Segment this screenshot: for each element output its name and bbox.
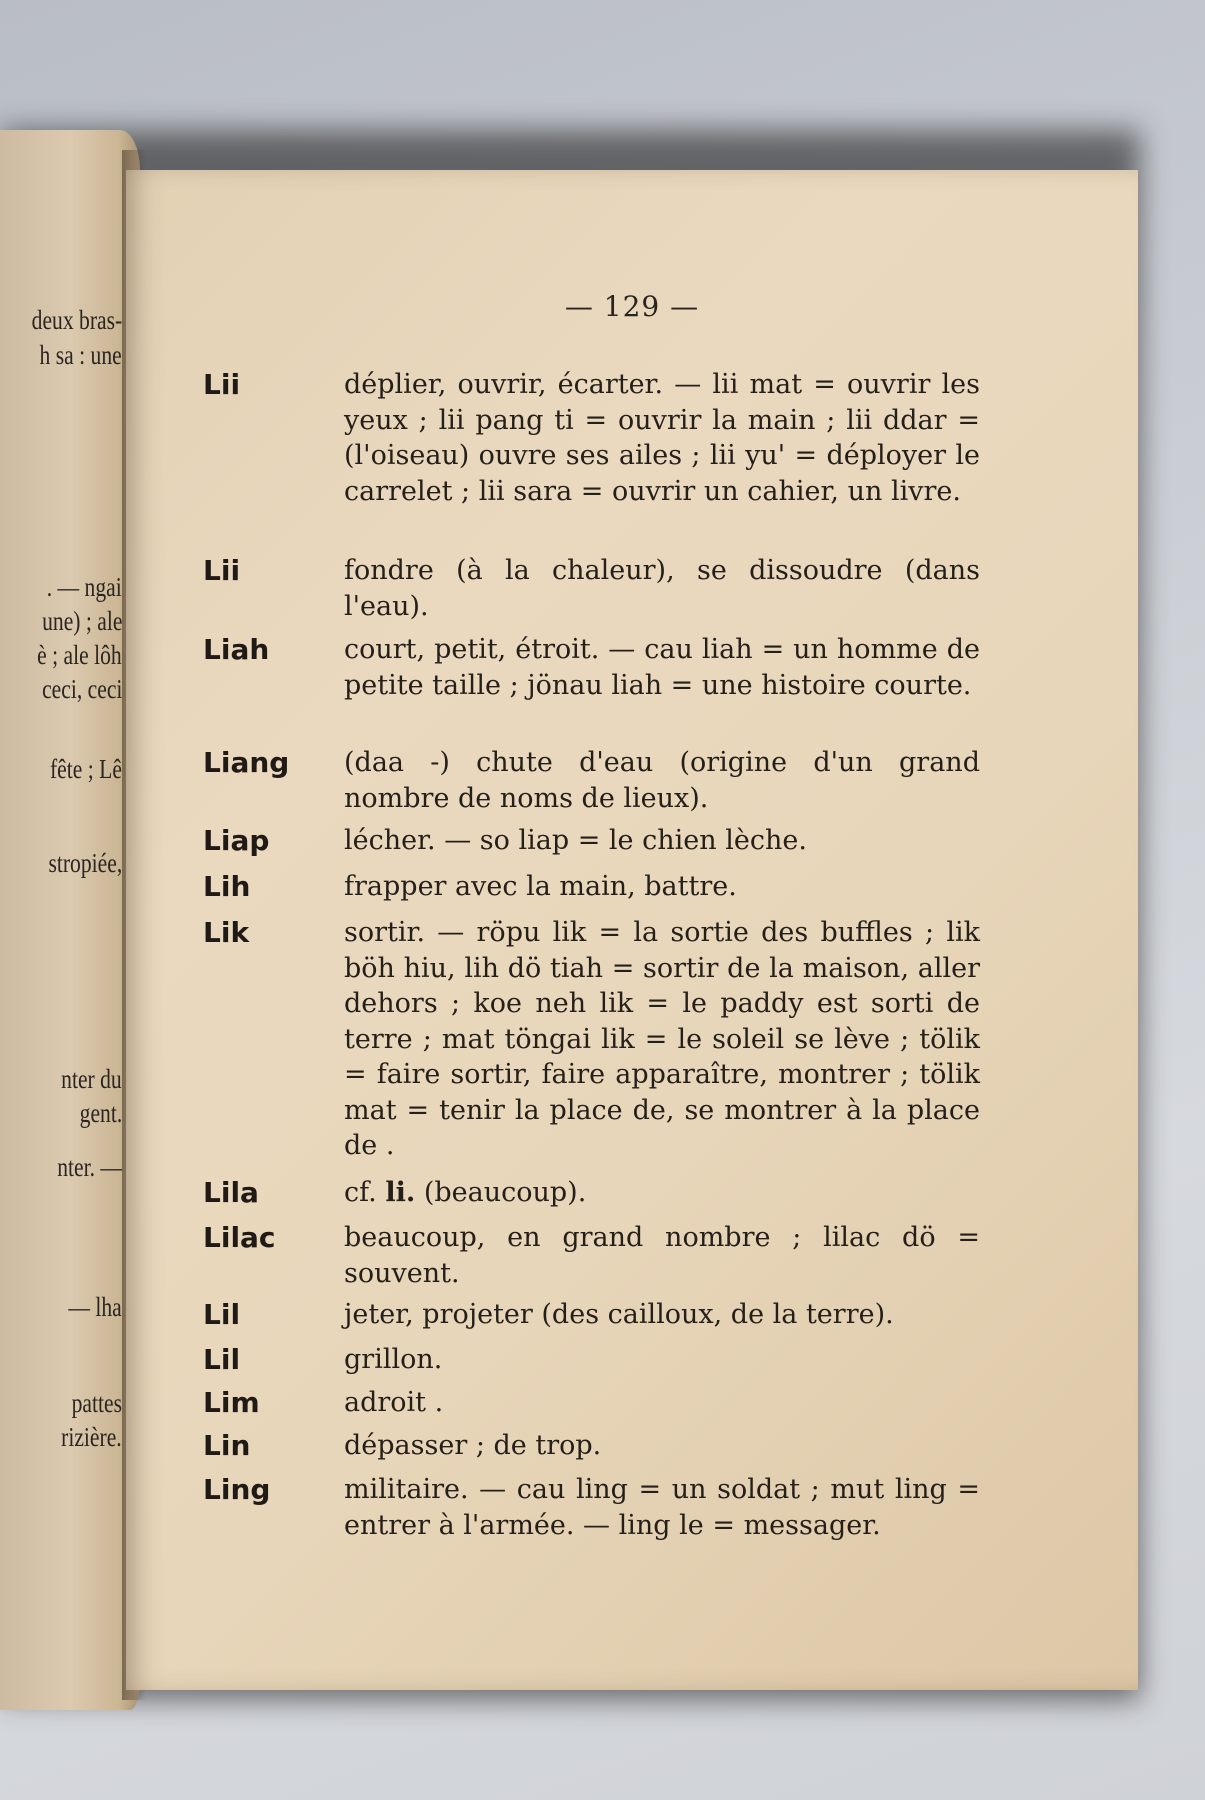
left-page-fragment: nter. — bbox=[57, 1152, 122, 1182]
cross-reference: li. bbox=[385, 1177, 416, 1208]
left-page-fragment: deux bras- bbox=[31, 305, 122, 335]
entry-definition: grillon. bbox=[344, 1344, 443, 1375]
entry-headword: Ling bbox=[203, 1473, 271, 1506]
left-page bbox=[0, 130, 140, 1710]
left-page-fragment: stropiée, bbox=[48, 848, 122, 878]
entry-headword: Lim bbox=[203, 1386, 260, 1419]
left-page-fragment: — lha bbox=[68, 1292, 122, 1322]
entry-definition: militaire. — cau ling = un soldat ; mut ling = entrer à l'armée. — ling le = messager. bbox=[344, 1474, 980, 1541]
left-page-fragment: pattes bbox=[71, 1388, 122, 1418]
entry-headword: Lila bbox=[203, 1176, 259, 1209]
entry-headword: Lii bbox=[203, 368, 241, 401]
entry-headword: Lilac bbox=[203, 1221, 276, 1254]
left-page-fragment: une) ; ale bbox=[41, 606, 122, 636]
left-page-fragment: è ; ale lôh bbox=[37, 640, 122, 670]
left-page-fragment: nter du bbox=[61, 1064, 122, 1094]
entry-headword: Liah bbox=[203, 633, 270, 666]
left-page-fragment: gent. bbox=[79, 1098, 122, 1128]
entry-headword: Lil bbox=[203, 1343, 241, 1376]
entry-definition: lécher. — so liap = le chien lèche. bbox=[344, 825, 807, 856]
left-page-fragment: . — ngai bbox=[47, 572, 122, 602]
definition-suffix: (beaucoup). bbox=[415, 1177, 587, 1208]
entry-headword: Lik bbox=[203, 916, 250, 949]
entry-headword: Lin bbox=[203, 1429, 251, 1462]
entry-definition bbox=[344, 1175, 980, 1211]
entry-definition: sortir. — röpu lik = la sortie des buffles ; lik böh hiu, lih dö tiah = sortir de la maison, aller dehors ; koe neh lik = le paddy est sorti de terre ; mat töngai lik = le soleil se lève ; tölik = faire sortir, faire apparaître, montrer ; tölik mat = tenir la place de, se montrer à la place de . bbox=[344, 917, 980, 1161]
entry-definition: fondre (à la chaleur), se dissoudre (dans l'eau). bbox=[344, 555, 980, 622]
right-page bbox=[126, 170, 1138, 1690]
entry-headword: Liang bbox=[203, 746, 290, 779]
page-number: — 129 — bbox=[564, 290, 700, 323]
left-page-fragment: rizière. bbox=[61, 1422, 122, 1452]
entry-definition: jeter, projeter (des cailloux, de la terre). bbox=[344, 1299, 894, 1330]
entry-definition: adroit . bbox=[344, 1387, 444, 1418]
entry-definition: court, petit, étroit. — cau liah = un homme de petite taille ; jönau liah = une histoire courte. bbox=[344, 634, 980, 701]
entry-definition: frapper avec la main, battre. bbox=[344, 871, 737, 902]
entry-headword: Lih bbox=[203, 870, 251, 903]
definition-prefix: cf. bbox=[344, 1177, 386, 1208]
entry-headword: Liap bbox=[203, 824, 270, 857]
left-page-fragment: ceci, ceci bbox=[41, 674, 122, 704]
entry-definition: (daa -) chute d'eau (origine d'un grand nombre de noms de lieux). bbox=[344, 747, 980, 814]
entry-definition: dépasser ; de trop. bbox=[344, 1430, 602, 1461]
entry-definition: beaucoup, en grand nombre ; lilac dö = souvent. bbox=[344, 1222, 980, 1289]
entry-headword: Lil bbox=[203, 1298, 241, 1331]
left-page-fragment: fête ; Lê bbox=[50, 754, 122, 784]
left-page-fragment: h sa : une bbox=[39, 340, 122, 370]
entry-headword: Lii bbox=[203, 554, 241, 587]
entry-definition: déplier, ouvrir, écarter. — lii mat = ouvrir les yeux ; lii pang ti = ouvrir la main ; lii ddar = (l'oiseau) ouvre ses ailes ; lii yu' = déployer le carrelet ; lii sara = ouvrir un cahier, un livre. bbox=[344, 369, 980, 507]
